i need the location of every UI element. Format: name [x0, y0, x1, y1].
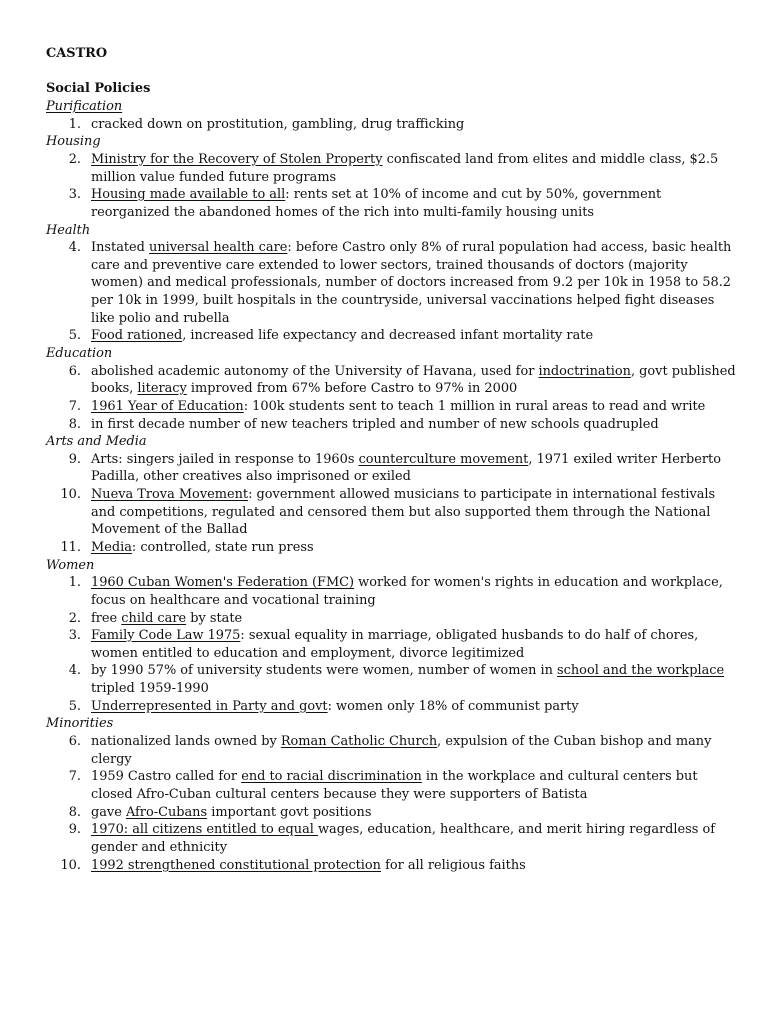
text-run: closed Afro-Cuban cultural centers because they were supporters of Batista — [91, 787, 588, 802]
underlined-text: Afro-Cubans — [125, 805, 208, 820]
text-run: clergy — [91, 752, 132, 767]
category-heading — [46, 222, 90, 240]
underlined-text: Food rationed — [91, 328, 183, 343]
text-run: , expulsion of the Cuban bishop and many — [437, 734, 712, 749]
underlined-text: Ministry for the Recovery of Stolen Property — [91, 152, 383, 167]
list-item-continuation — [91, 592, 376, 610]
list-item-continuation — [91, 839, 227, 857]
list-item-number: 11. — [60, 540, 81, 555]
text-run: gender and ethnicity — [91, 840, 227, 855]
text-run: Housing — [46, 134, 101, 149]
list-item-continuation — [91, 751, 132, 769]
list-item-number: 8. — [68, 417, 81, 432]
list-item — [68, 698, 579, 716]
list-item-continuation — [91, 521, 247, 539]
list-item — [68, 662, 725, 680]
text-run: Minorities — [46, 716, 114, 731]
list-item-number: 3. — [68, 187, 81, 202]
list-item-continuation — [91, 204, 594, 222]
list-item — [68, 398, 706, 416]
underlined-text: school and the workplace — [557, 663, 725, 678]
text-run: per 10k in 1999, built hospitals in the countryside, universal vaccinations helped fight diseases — [91, 293, 715, 308]
list-item — [68, 627, 699, 645]
list-item-continuation — [91, 274, 731, 292]
text-run: , 1971 exiled writer Herberto — [528, 452, 721, 467]
list-item — [68, 804, 372, 822]
list-item-number: 2. — [68, 152, 81, 167]
list-item-number: 9. — [68, 822, 81, 837]
text-run: : government allowed musicians to participate in international festivals — [248, 487, 716, 502]
list-item — [60, 857, 526, 875]
list-item-number: 1. — [68, 117, 81, 132]
list-item-number: 4. — [68, 663, 81, 678]
list-item-number: 4. — [68, 240, 81, 255]
list-item — [68, 416, 659, 434]
text-run: : rents set at 10% of income and cut by 50%, government — [285, 187, 662, 202]
list-item — [68, 574, 723, 592]
list-item-continuation — [91, 504, 710, 522]
underlined-text: 1961 Year of Education — [91, 399, 244, 414]
text-run: wages, education, healthcare, and merit hiring regardless of — [318, 822, 716, 837]
text-run: books, — [91, 381, 138, 396]
text-run: : sexual equality in marriage, obligated husbands to do half of chores, — [240, 628, 699, 643]
text-run: Women — [46, 558, 95, 573]
text-run: care and preventive care extended to lower sectors, trained thousands of doctors (majority — [91, 258, 688, 273]
text-run: nationalized lands owned by — [91, 734, 281, 749]
list-item-number: 7. — [68, 769, 81, 784]
text-run: Padilla, other creatives also imprisoned or exiled — [91, 469, 411, 484]
list-item-number: 9. — [68, 452, 81, 467]
list-item-continuation — [91, 680, 209, 698]
underlined-text: Housing made available to all — [91, 187, 286, 202]
text-run: improved from 67% before Castro to 97% in 2000 — [186, 381, 518, 396]
list-item-number: 6. — [68, 734, 81, 749]
list-item-continuation — [91, 645, 524, 663]
underlined-text: indoctrination — [538, 364, 631, 379]
list-item — [68, 186, 662, 204]
list-item-number: 1. — [68, 575, 81, 590]
list-item-number: 5. — [68, 328, 81, 343]
underlined-text: child care — [121, 611, 187, 626]
underlined-text: Underrepresented in Party and govt — [91, 699, 328, 714]
list-item — [68, 768, 698, 786]
text-run: abolished academic autonomy of the University of Havana, used for — [91, 364, 539, 379]
underlined-text: counterculture movement — [358, 452, 529, 467]
category-heading — [46, 715, 113, 733]
document-title: CASTRO — [46, 46, 108, 61]
list-item — [68, 363, 736, 381]
text-run: : before Castro only 8% of rural population had access, basic health — [287, 240, 732, 255]
list-item-number: 10. — [60, 487, 81, 502]
list-item-number: 10. — [60, 858, 81, 873]
text-run: 1959 Castro called for — [91, 769, 242, 784]
list-item — [68, 151, 719, 169]
underlined-text: Purification — [46, 99, 123, 114]
list-item-number: 3. — [68, 628, 81, 643]
underlined-text: Roman Catholic Church — [280, 734, 438, 749]
text-run: , increased life expectancy and decreased infant mortality rate — [182, 328, 594, 343]
text-run: : women only 18% of communist party — [327, 699, 579, 714]
text-run: focus on healthcare and vocational training — [91, 593, 376, 608]
list-item-continuation — [91, 468, 411, 486]
list-item-number: 8. — [68, 805, 81, 820]
text-run: , govt published — [630, 364, 736, 379]
underlined-text: universal health care — [149, 240, 288, 255]
text-run: in first decade number of new teachers tripled and number of new schools quadrupled — [91, 417, 659, 432]
underlined-text: Family Code Law 1975 — [91, 628, 241, 643]
list-item — [60, 539, 314, 557]
list-item — [68, 821, 716, 839]
list-item — [68, 327, 594, 345]
text-run: free — [91, 611, 122, 626]
text-run: Education — [46, 346, 113, 361]
list-item — [68, 239, 732, 257]
category-heading — [46, 133, 101, 151]
list-item — [68, 116, 465, 134]
list-item-continuation — [91, 786, 587, 804]
text-run: women entitled to education and employment, divorce legitimized — [91, 646, 525, 661]
category-heading — [46, 345, 112, 363]
list-item-number: 5. — [68, 699, 81, 714]
text-run: cracked down on prostitution, gambling, drug trafficking — [91, 117, 465, 132]
text-run: like polio and rubella — [91, 311, 230, 326]
text-run: gave — [91, 805, 126, 820]
text-run: Arts and Media — [46, 434, 147, 449]
text-run: Health — [46, 223, 91, 238]
list-item-continuation — [91, 257, 688, 275]
text-run: Instated — [91, 240, 150, 255]
section-heading-social-policies: Social Policies — [46, 81, 151, 96]
underlined-text: 1992 strengthened constitutional protection — [91, 858, 381, 873]
text-run: by state — [186, 611, 243, 626]
underlined-text: end to racial discrimination — [241, 769, 422, 784]
text-run: and competitions, regulated and censored them but also supported them through the National — [91, 505, 711, 520]
category-heading — [46, 557, 94, 575]
text-run: in the workplace and cultural centers but — [421, 769, 698, 784]
list-item-continuation — [91, 310, 230, 328]
text-run: : controlled, state run press — [131, 540, 314, 555]
list-item — [68, 610, 243, 628]
text-run: Movement of the Ballad — [91, 522, 248, 537]
list-item — [60, 486, 716, 504]
underlined-text: literacy — [137, 381, 187, 396]
list-item — [68, 451, 721, 469]
underlined-text: Media — [91, 540, 132, 555]
list-item-number: 2. — [68, 611, 81, 626]
underlined-text: 1970: all citizens entitled to equal — [91, 822, 318, 837]
category-heading — [46, 98, 122, 116]
category-heading — [46, 433, 147, 451]
text-run: important govt positions — [207, 805, 372, 820]
text-run: Arts: singers jailed in response to 1960s — [91, 452, 359, 467]
list-item-number: 6. — [68, 364, 81, 379]
underlined-text: 1960 Cuban Women's Federation (FMC) — [91, 575, 355, 590]
text-run: for all religious faiths — [380, 858, 526, 873]
underlined-text: Nueva Trova Movement — [91, 487, 249, 502]
list-item-continuation — [91, 169, 336, 187]
list-item — [68, 733, 712, 751]
text-run: reorganized the abandoned homes of the rich into multi-family housing units — [91, 205, 594, 220]
list-item-continuation — [91, 292, 714, 310]
text-run: by 1990 57% of university students were women, number of women in — [91, 663, 558, 678]
text-run: women) and medical professionals, number of doctors increased from 9.2 per 10k in 1958 to 58.2 — [91, 275, 731, 290]
list-item-continuation — [91, 380, 517, 398]
text-run: tripled 1959-1990 — [91, 681, 209, 696]
list-item-number: 7. — [68, 399, 81, 414]
text-run: confiscated land from elites and middle class, $2.5 — [382, 152, 719, 167]
text-run: million value funded future programs — [91, 170, 337, 185]
text-run: worked for women's rights in education and workplace, — [354, 575, 723, 590]
text-run: : 100k students sent to teach 1 million in rural areas to read and write — [243, 399, 706, 414]
